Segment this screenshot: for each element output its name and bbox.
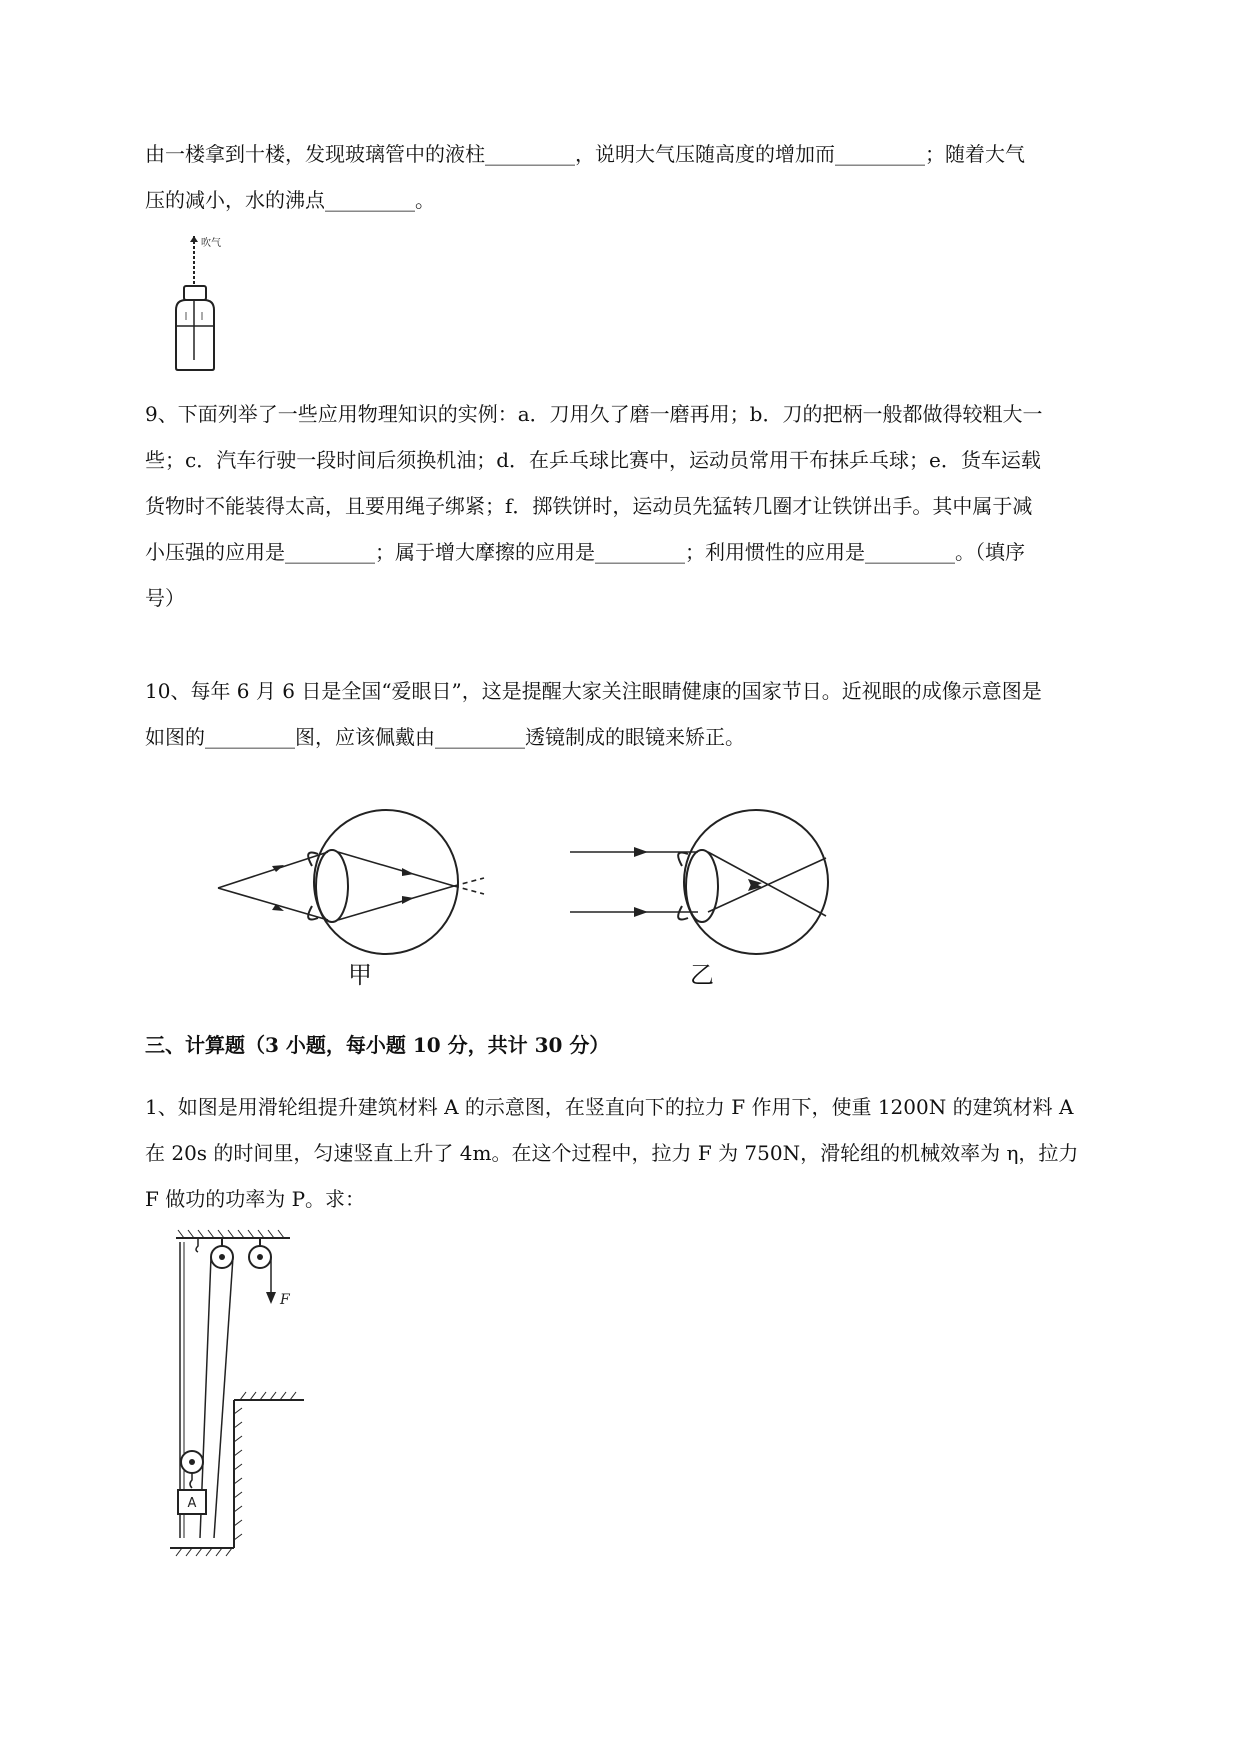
- pulley-figure: [170, 1228, 315, 1573]
- calc1-line-2: 在 20s 的时间里，匀速竖直上升了 4m。在这个过程中，拉力 F 为 750N，滑轮组的机械效率为 η，拉力: [145, 1141, 1079, 1165]
- calc1-text: [145, 1084, 1145, 1222]
- q10-text: [145, 668, 1145, 760]
- eye-diagram-b: [570, 808, 835, 958]
- q9-line-1: 9、下面列举了一些应用物理知识的实例：a．刀用久了磨一磨再用；b．刀的把柄一般都做得较粗大一: [145, 402, 1043, 426]
- q8-line-1: 由一楼拿到十楼，发现玻璃管中的液柱_________，说明大气压随高度的增加而_________；随着大气: [145, 142, 1025, 166]
- q8-line-2: 压的减小，水的沸点_________。: [145, 188, 435, 212]
- q10-line-2: 如图的_________图，应该佩戴由_________透镜制成的眼镜来矫正。: [145, 725, 745, 749]
- bottle-figure-label: 吹气: [201, 238, 221, 249]
- eye-diagram-a: [214, 808, 499, 958]
- section-3-heading: 三、计算题（3 小题，每小题 10 分，共计 30 分）: [145, 1033, 610, 1057]
- calc1-line-1: 1、如图是用滑轮组提升建筑材料 A 的示意图，在竖直向下的拉力 F 作用下，使重 1200N 的建筑材料 A: [145, 1095, 1074, 1119]
- q9-line-4: 小压强的应用是_________；属于增大摩擦的应用是_________；利用惯性的应用是_________。（填序: [145, 540, 1025, 564]
- eye-diagram-b-label: 乙: [690, 961, 714, 989]
- block-label: A: [187, 1496, 197, 1511]
- q9-line-2: 些；c．汽车行驶一段时间后须换机油；d．在乒乓球比赛中，运动员常用干布抹乒乓球；e．货车运载: [145, 448, 1041, 472]
- q9-line-5: 号）: [145, 586, 185, 610]
- q10-line-1: 10、每年 6 月 6 日是全国“爱眼日”，这是提醒大家关注眼睛健康的国家节日。近视眼的成像示意图是: [145, 679, 1042, 703]
- q9-text: [145, 391, 1145, 621]
- force-label: F: [280, 1292, 290, 1308]
- q9-line-3: 货物时不能装得太高，且要用绳子绑紧；f．掷铁饼时，运动员先猛转几圈才让铁饼出手。其中属于减: [145, 494, 1033, 518]
- bottle-figure: [170, 232, 250, 374]
- calc1-line-3: F 做功的功率为 P。求：: [145, 1187, 366, 1211]
- q8-text: [145, 131, 1145, 223]
- eye-diagram-a-label: 甲: [348, 961, 372, 989]
